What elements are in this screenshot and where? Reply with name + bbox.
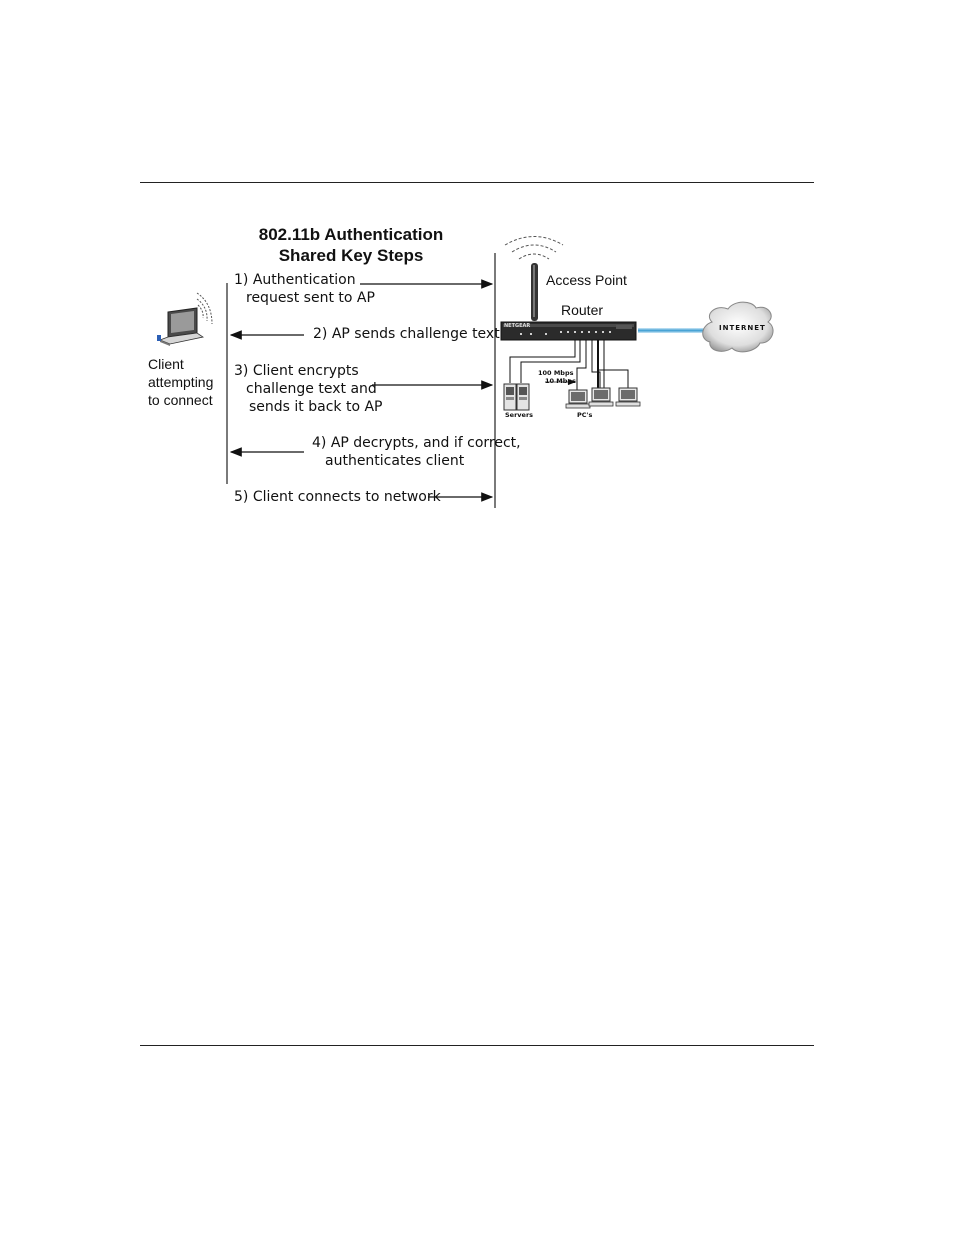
diagram-title-line-2: Shared Key Steps [278,246,424,265]
internet-label: INTERNET [719,324,766,332]
step-2-text: 2) AP sends challenge text [313,326,500,342]
step-3-line-1: 3) Client encrypts [234,363,359,379]
step-1-line-2: request sent to AP [246,290,375,306]
client-label-line-1: Client [148,356,184,372]
pc-icon [589,388,613,406]
pc-icon [616,388,640,406]
router-brand-label: NETGEAR [504,323,531,329]
internet-cable [638,328,708,333]
step-4-line-2: authenticates client [325,453,465,469]
speed-10-label: 10 Mbps [545,377,576,385]
step-3-text [234,362,383,416]
step-3-line-2: challenge text and [246,381,377,397]
step-4-line-1: 4) AP decrypts, and if correct, [312,435,521,451]
diagram-title [246,224,456,266]
client-label-line-3: to connect [148,392,213,408]
diagram-title-line-1: 802.11b Authentication [258,225,444,244]
antenna-icon [531,263,538,321]
router-label: Router [561,302,604,318]
step-1-text [234,271,375,307]
step-3-line-3: sends it back to AP [249,399,383,415]
client-label [148,355,213,409]
pc-icon [566,390,590,408]
server-icon [517,384,529,410]
client-wireless-waves-icon [197,293,212,324]
step-4-text [312,434,521,470]
client-label-line-2: attempting [148,374,214,390]
laptop-icon [157,308,203,346]
pcs-label: PC's [577,411,593,419]
server-icon [504,384,516,410]
speed-100-label: 100 Mbps [538,369,574,377]
ap-wireless-waves-icon [505,237,563,260]
servers-label: Servers [505,411,534,419]
step-1-line-1: 1) Authentication [234,272,356,288]
access-point-label: Access Point [546,272,627,288]
step-5-text: 5) Client connects to network [234,489,441,505]
